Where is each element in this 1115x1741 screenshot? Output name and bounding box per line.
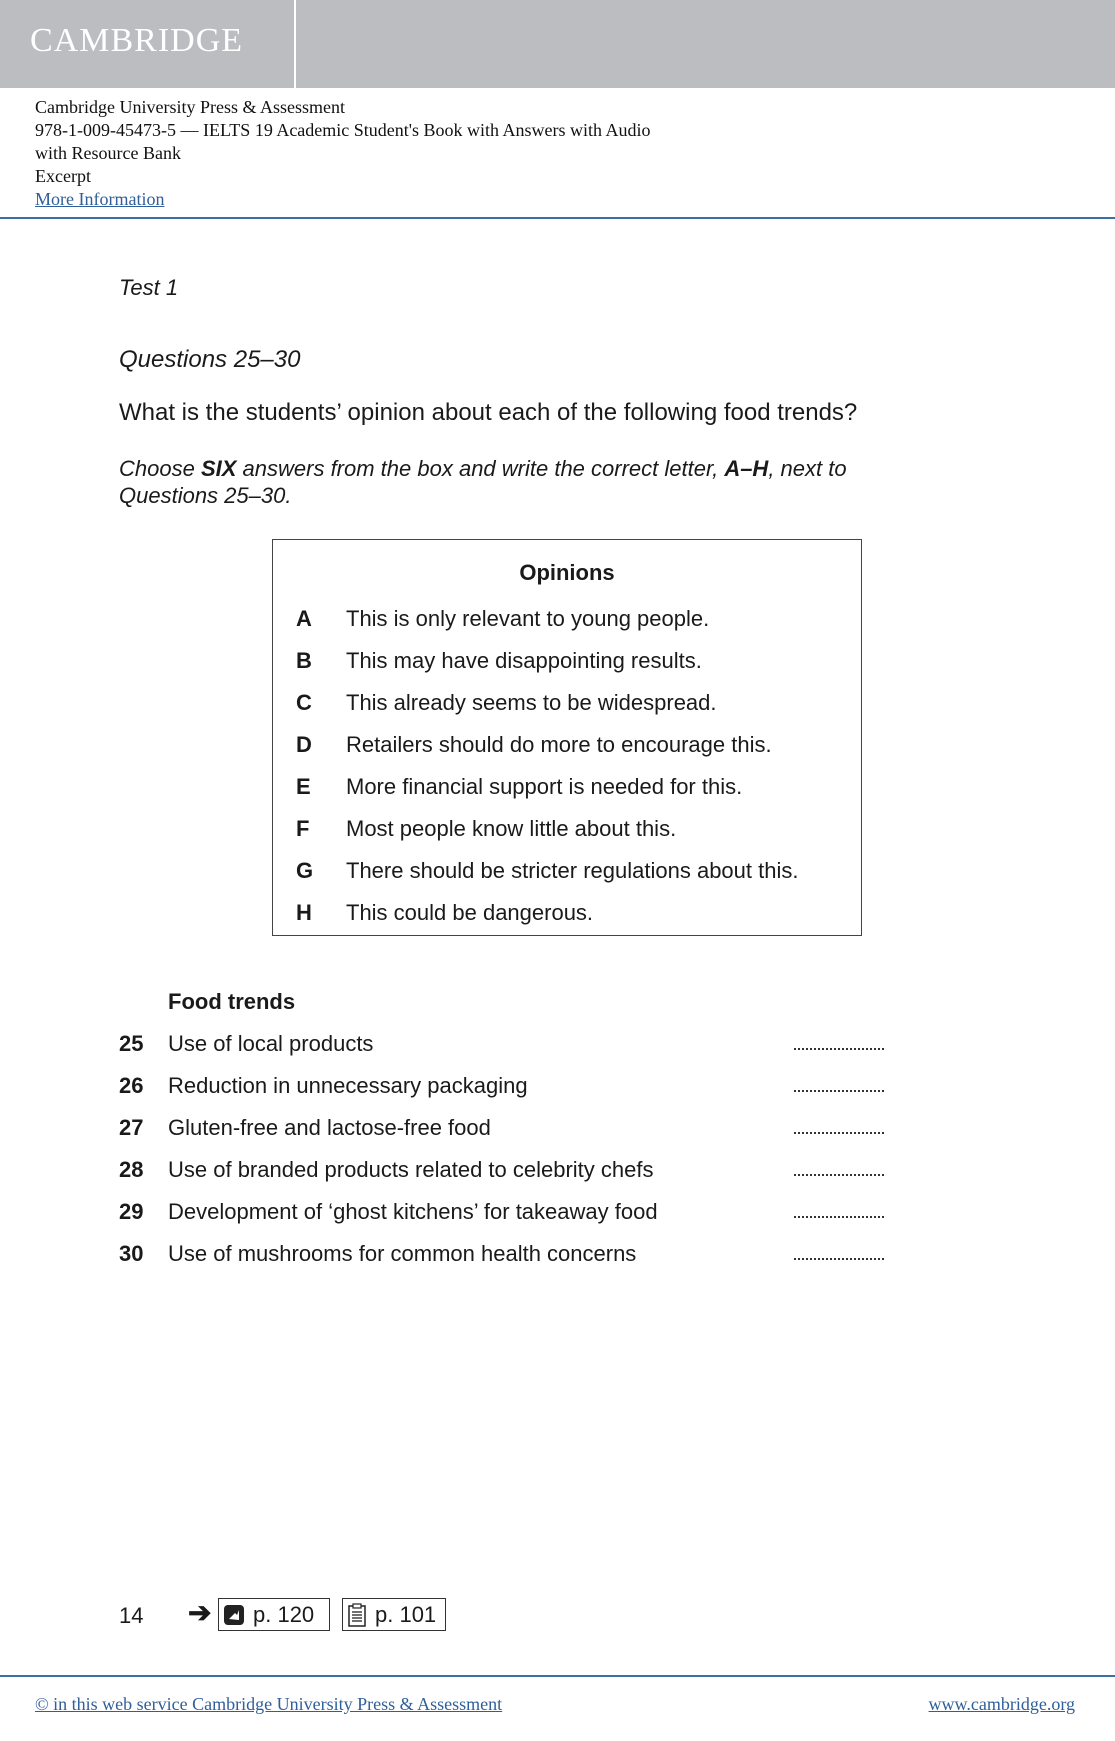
answer-blank[interactable]: [794, 1132, 884, 1134]
food-trend-item: [119, 1023, 884, 1065]
food-trend-item: [119, 1233, 884, 1275]
opinion-item: [296, 640, 798, 682]
opinion-letter: D: [296, 732, 312, 757]
publication-info: [35, 96, 651, 211]
question-number: 30: [119, 1241, 144, 1266]
opinion-letter: G: [296, 858, 314, 883]
opinion-item: [296, 724, 798, 766]
book-title: 978-1-009-45473-5 — IELTS 19 Academic Student's Book with Answers with Audio: [35, 120, 651, 140]
transcript-reference[interactable]: [342, 1598, 446, 1631]
food-trend-text: Reduction in unnecessary packaging: [168, 1073, 528, 1098]
opinion-text: Most people know little about this.: [346, 816, 677, 841]
opinions-title: Opinions: [519, 560, 615, 585]
question-number: 27: [119, 1115, 144, 1140]
opinion-letter: H: [296, 900, 312, 925]
food-trends-list: [119, 1023, 884, 1275]
opinions-list: [296, 598, 798, 934]
page-number: 14: [119, 1603, 144, 1628]
opinion-text: This could be dangerous.: [346, 900, 594, 925]
instruction-emphasis: A–H: [724, 456, 769, 481]
food-trend-item: [119, 1149, 884, 1191]
food-trend-item: [119, 1065, 884, 1107]
answer-blank[interactable]: [794, 1048, 884, 1050]
instruction-emphasis: SIX: [200, 456, 237, 481]
opinion-item: [296, 808, 798, 850]
food-trend-text: Use of mushrooms for common health concerns: [168, 1241, 637, 1266]
questions-heading: Questions 25–30: [119, 346, 301, 373]
cambridge-website-link[interactable]: www.cambridge.org: [928, 1694, 1075, 1714]
excerpt-label: Excerpt: [35, 166, 91, 186]
cambridge-logo[interactable]: CAMBRIDGE: [30, 22, 244, 59]
food-trend-item: [119, 1107, 884, 1149]
answer-blank[interactable]: [794, 1258, 884, 1260]
food-trend-text: Use of branded products related to celebrity chefs: [168, 1157, 654, 1182]
question-number: 25: [119, 1031, 144, 1056]
question-prompt: What is the students’ opinion about each of the following food trends?: [119, 399, 858, 426]
opinion-text: This is only relevant to young people.: [346, 606, 710, 631]
more-information-link[interactable]: More Information: [35, 189, 165, 209]
question-number: 29: [119, 1199, 144, 1224]
opinion-letter: A: [296, 606, 312, 631]
answer-blank[interactable]: [794, 1090, 884, 1092]
instruction-part: answers from the box and write the correct letter,: [236, 456, 725, 481]
test-label: Test 1: [119, 275, 179, 300]
question-number: 28: [119, 1157, 144, 1182]
food-trend-text: Development of ‘ghost kitchens’ for takeaway food: [168, 1199, 658, 1224]
instruction-part: , next to Questions 25–30.: [119, 456, 847, 508]
food-trend-text: Gluten-free and lactose-free food: [168, 1115, 491, 1140]
instruction-part: Choose: [119, 456, 201, 481]
arrow-right-icon: ➔: [188, 1597, 212, 1628]
transcript-page-ref: p. 101: [375, 1601, 437, 1627]
food-trend-item: [119, 1191, 884, 1233]
audio-icon: [223, 1604, 245, 1626]
opinion-item: [296, 892, 798, 934]
answer-blank[interactable]: [794, 1216, 884, 1218]
food-trend-text: Use of local products: [168, 1031, 374, 1056]
opinion-item: [296, 682, 798, 724]
opinion-text: More financial support is needed for this.: [346, 774, 743, 799]
opinion-letter: F: [296, 816, 310, 841]
audio-reference[interactable]: [218, 1598, 330, 1631]
footer-divider: [0, 1675, 1115, 1677]
food-trends-header: Food trends: [168, 989, 296, 1014]
brand-cell: [0, 0, 296, 88]
opinion-text: There should be stricter regulations about this.: [346, 858, 799, 883]
opinion-letter: C: [296, 690, 312, 715]
copyright-link[interactable]: © in this web service Cambridge University Press & Assessment: [35, 1694, 503, 1714]
opinion-letter: E: [296, 774, 311, 799]
opinion-text: Retailers should do more to encourage this.: [346, 732, 772, 757]
opinions-box: [272, 539, 862, 936]
answer-blank[interactable]: [794, 1174, 884, 1176]
opinion-text: This may have disappointing results.: [346, 648, 702, 673]
book-title-continued: with Resource Bank: [35, 143, 181, 163]
instruction-text: [119, 455, 919, 509]
audio-page-ref: p. 120: [253, 1601, 315, 1627]
header-banner: [0, 0, 1115, 88]
question-number: 26: [119, 1073, 144, 1098]
transcript-icon: [347, 1603, 367, 1627]
opinion-item: [296, 766, 798, 808]
opinion-item: [296, 850, 798, 892]
opinion-letter: B: [296, 648, 312, 673]
publisher-name: Cambridge University Press & Assessment: [35, 97, 345, 117]
header-divider: [0, 217, 1115, 219]
opinion-text: This already seems to be widespread.: [346, 690, 717, 715]
opinion-item: [296, 598, 798, 640]
